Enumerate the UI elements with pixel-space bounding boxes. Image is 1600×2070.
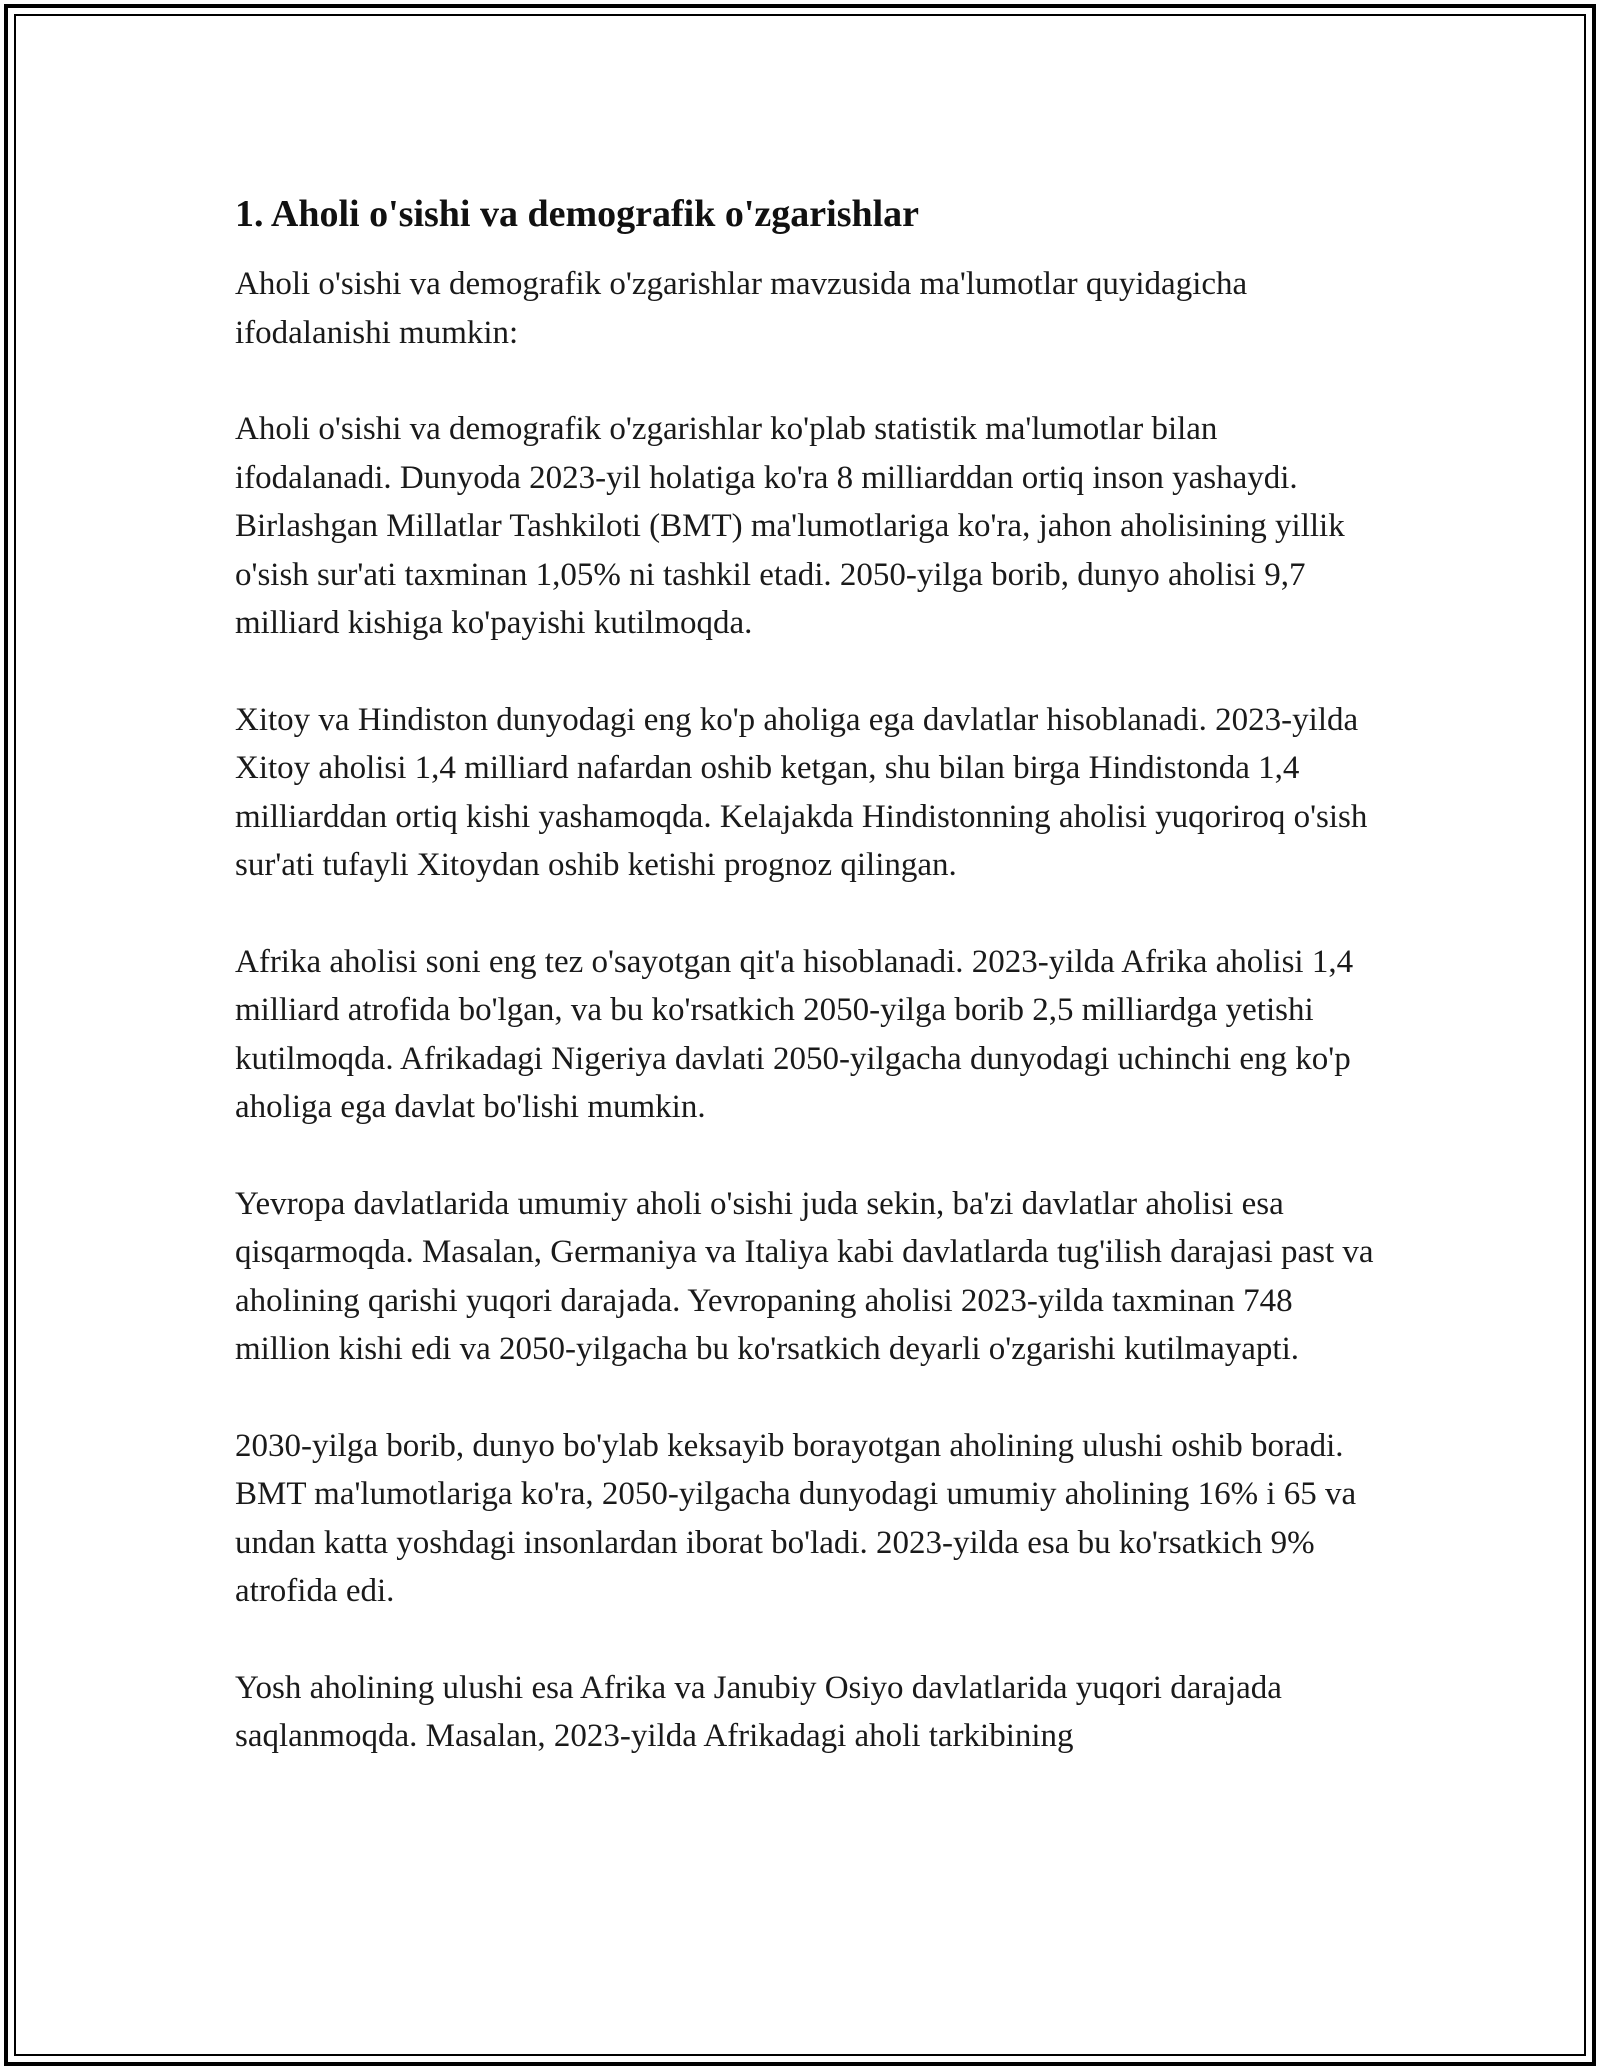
paragraph-europe: Yevropa davlatlarida umumiy aholi o'sishi juda sekin, ba'zi davlatlar aholisi esa qisqarmoqda. Masalan, Germaniya va Italiya kabi davlatlarda tug'ilish darajasi past va aholining qarishi yuqori darajada. Yevropaning aholisi 2023-yilda taxminan 748 million kishi edi va 2050-yilgacha bu ko'rsatkich deyarli o'zgarishi kutilmayapti. <box>235 1185 1374 1367</box>
paragraph-world-population: Aholi o'sishi va demografik o'zgarishlar ko'plab statistik ma'lumotlar bilan ifodalanadi. Dunyoda 2023-yil holatiga ko'ra 8 milliarddan ortiq inson yashaydi. Birlashgan Millatlar Tashkiloti (BMT) ma'lumotlariga ko'ra, jahon aholisining yillik o'sish sur'ati taxminan 1,05% ni tashkil etadi. 2050-yilga borib, dunyo aholisi 9,7 milliard kishiga ko'payishi kutilmoqda. <box>235 411 1345 641</box>
document-body <box>235 190 1375 1809</box>
section-heading: 1. Aholi o'sishi va demografik o'zgarishlar <box>235 193 920 235</box>
paragraph-china-india: Xitoy va Hindiston dunyodagi eng ko'p aholiga ega davlatlar hisoblanadi. 2023-yilda Xitoy aholisi 1,4 milliard nafardan oshib ketgan, shu bilan birga Hindistonda 1,4 milliarddan ortiq kishi yashamoqda. Kelajakda Hindistonning aholisi yuqoriroq o'sish sur'ati tufayli Xitoydan oshib ketishi prognoz qilingan. <box>235 701 1368 883</box>
paragraph-africa: Afrika aholisi soni eng tez o'sayotgan qit'a hisoblanadi. 2023-yilda Afrika aholisi 1,4 milliard atrofida bo'lgan, va bu ko'rsatkich 2050-yilga borib 2,5 milliardga yetishi kutilmoqda. Afrikadagi Nigeriya davlati 2050-yilgacha dunyodagi uchinchi eng ko'p aholiga ega davlat bo'lishi mumkin. <box>235 943 1354 1125</box>
paragraph-aging: 2030-yilga borib, dunyo bo'ylab keksayib borayotgan aholining ulushi oshib boradi. BMT ma'lumotlariga ko'ra, 2050-yilgacha dunyodagi umumiy aholining 16% i 65 va undan katta yoshdagi insonlardan iborat bo'ladi. 2023-yilda esa bu ko'rsatkich 9% atrofida edi. <box>235 1427 1357 1609</box>
paragraph-youth: Yosh aholining ulushi esa Afrika va Janubiy Osiyo davlatlarida yuqori darajada saqlanmoqda. Masalan, 2023-yilda Afrikadagi aholi tarkibining <box>235 1669 1282 1754</box>
paragraph-intro: Aholi o'sishi va demografik o'zgarishlar mavzusida ma'lumotlar quyidagicha ifodalanishi mumkin: <box>235 266 1248 351</box>
